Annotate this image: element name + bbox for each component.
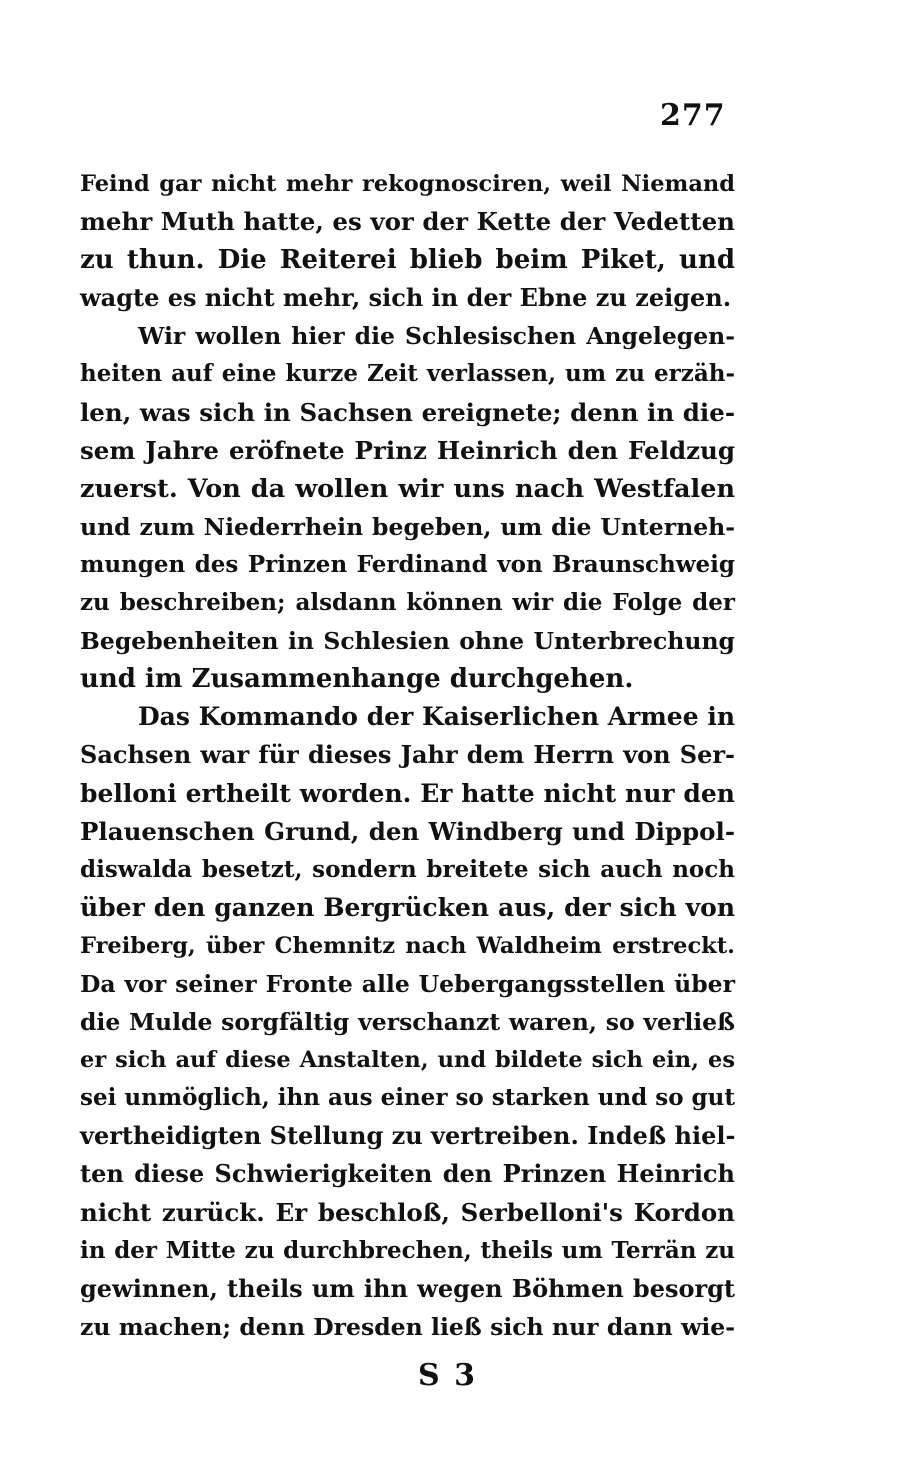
text-line: Das Kommando der Kaiserlichen Armee in	[138, 702, 735, 732]
text-line: sem Jahre eröfnete Prinz Heinrich den Feldzug	[80, 435, 735, 465]
page-number: 277	[660, 98, 726, 133]
text-line: belloni ertheilt worden. Er hatte nicht nur den	[80, 778, 735, 808]
text-line: Sachsen war für dieses Jahr dem Herrn von Ser-	[80, 740, 735, 770]
text-line: Feind gar nicht mehr rekognosciren, weil Niemand	[80, 171, 735, 197]
text-line: nicht zurück. Er beschloß, Serbelloni's Kordon	[80, 1197, 735, 1227]
signature-mark: S 3	[418, 1358, 477, 1393]
text-line: zu machen; denn Dresden ließ sich nur dann wie-	[80, 1312, 735, 1341]
text-line: Da vor seiner Fronte alle Uebergangsstellen über	[80, 969, 735, 998]
text-line: die Mulde sorgfältig verschanzt waren, so verließ	[80, 1008, 735, 1037]
text-line: zu thun. Die Reiterei blieb beim Piket, und	[80, 245, 735, 276]
text-line: sei unmöglich, ihn aus einer so starken und so gut	[80, 1084, 735, 1112]
text-line: Freiberg, über Chemnitz nach Waldheim erstreckt.	[80, 932, 735, 959]
text-line: zu beschreiben; alsdann können wir die Folge der	[80, 589, 735, 617]
text-line: Begebenheiten in Schlesien ohne Unterbrechung	[80, 627, 735, 656]
text-line: in der Mitte zu durchbrechen, theils um Terrän zu	[80, 1236, 735, 1264]
text-line: wagte es nicht mehr, sich in der Ebne zu zeigen.	[80, 283, 732, 313]
text-line: zuerst. Von da wollen wir uns nach Westfalen	[80, 473, 735, 504]
text-line: len, was sich in Sachsen ereignete; denn in die-	[80, 397, 735, 427]
text-line: Wir wollen hier die Schlesischen Angelegen-	[138, 322, 735, 351]
text-line: er sich auf diese Anstalten, und bildete sich ein, es	[80, 1047, 735, 1074]
body-text	[80, 165, 735, 1346]
text-line: heiten auf eine kurze Zeit verlassen, um zu erzäh-	[80, 360, 735, 388]
text-line: über den ganzen Bergrücken aus, der sich von	[80, 892, 735, 922]
text-line: diswalda besetzt, sondern breitete sich auch noch	[80, 855, 735, 883]
text-line: mungen des Prinzen Ferdinand von Braunschweig	[80, 550, 735, 578]
text-line: gewinnen, theils um ihn wegen Böhmen besorgt	[80, 1273, 735, 1303]
text-line: vertheidigten Stellung zu vertreiben. Indeß hiel-	[80, 1121, 736, 1151]
text-line: mehr Muth hatte, es vor der Kette der Vedetten	[80, 207, 735, 237]
text-line: ten diese Schwierigkeiten den Prinzen Heinrich	[80, 1159, 735, 1189]
text-line: und zum Niederrhein begeben, um die Unterneh-	[80, 512, 735, 541]
text-line: und im Zusammenhange durchgehen.	[80, 664, 634, 695]
text-line: Plauenschen Grund, den Windberg und Dippol-	[80, 816, 735, 846]
